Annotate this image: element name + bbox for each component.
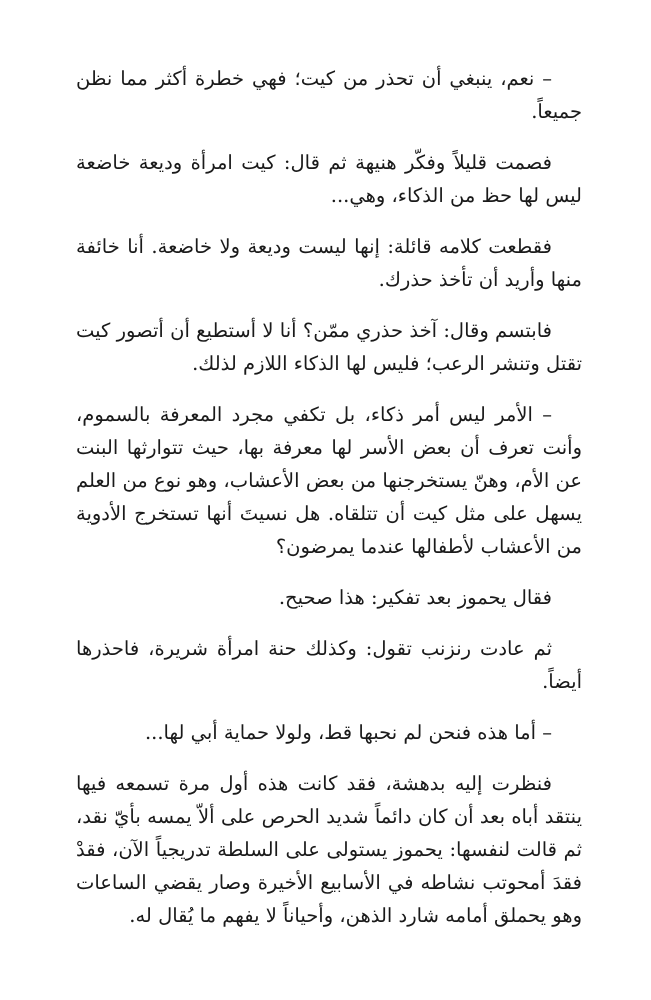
narrative-paragraph: فابتسم وقال: آخذ حذري ممّن؟ أنا لا أستطيع أن أتصور كيت تقتل وتنشر الرعب؛ فليس لها الذكاء اللازم لذلك.	[76, 319, 582, 375]
narrative-paragraph: فقطعت كلامه قائلة: إنها ليست وديعة ولا خاضعة. أنا خائفة منها وأريد أن تأخذ حذرك.	[76, 235, 582, 291]
dialogue-paragraph: – الأمر ليس أمر ذكاء، بل تكفي مجرد المعرفة بالسموم، وأنت تعرف أن بعض الأسر لها معرفة بها، حيث تتوارثها البنت عن الأم، وهنّ يستخرجنها من بعض الأعشاب، وهو نوع من العلم يسهل على مثل كيت أن تتلقاه. هل نسيتَ أنها تستخرج الأدوية من الأعشاب لأطفالها عندما يمرضون؟	[76, 403, 582, 558]
book-page	[76, 62, 582, 932]
narrative-paragraph: فنظرت إليه بدهشة، فقد كانت هذه أول مرة تسمعه فيها ينتقد أباه بعد أن كان دائماً شديد الحرص على ألاّ يمسه بأيّ نقد، ثم قالت لنفسها: يحموز يستولى على السلطة تدريجياً الآن، فقدْ فقدَ أمحوتب نشاطه في الأسابيع الأخيرة وصار يقضي الساعات وهو يحملق أمامه شارد الذهن، وأحياناً لا يفهم ما يُقال له.	[76, 772, 582, 927]
dialogue-paragraph: – نعم، ينبغي أن تحذر من كيت؛ فهي خطرة أكثر مما نظن جميعاً.	[76, 67, 582, 123]
narrative-paragraph: فصمت قليلاً وفكّر هنيهة ثم قال: كيت امرأة وديعة خاضعة ليس لها حظ من الذكاء، وهي...	[76, 151, 582, 207]
dialogue-paragraph: – أما هذه فنحن لم نحبها قط، ولولا حماية أبي لها...	[144, 721, 552, 744]
narrative-paragraph: ثم عادت رنزنب تقول: وكذلك حنة امرأة شريرة، فاحذرها أيضاً.	[76, 637, 582, 693]
narrative-paragraph: فقال يحموز بعد تفكير: هذا صحيح.	[278, 586, 552, 609]
